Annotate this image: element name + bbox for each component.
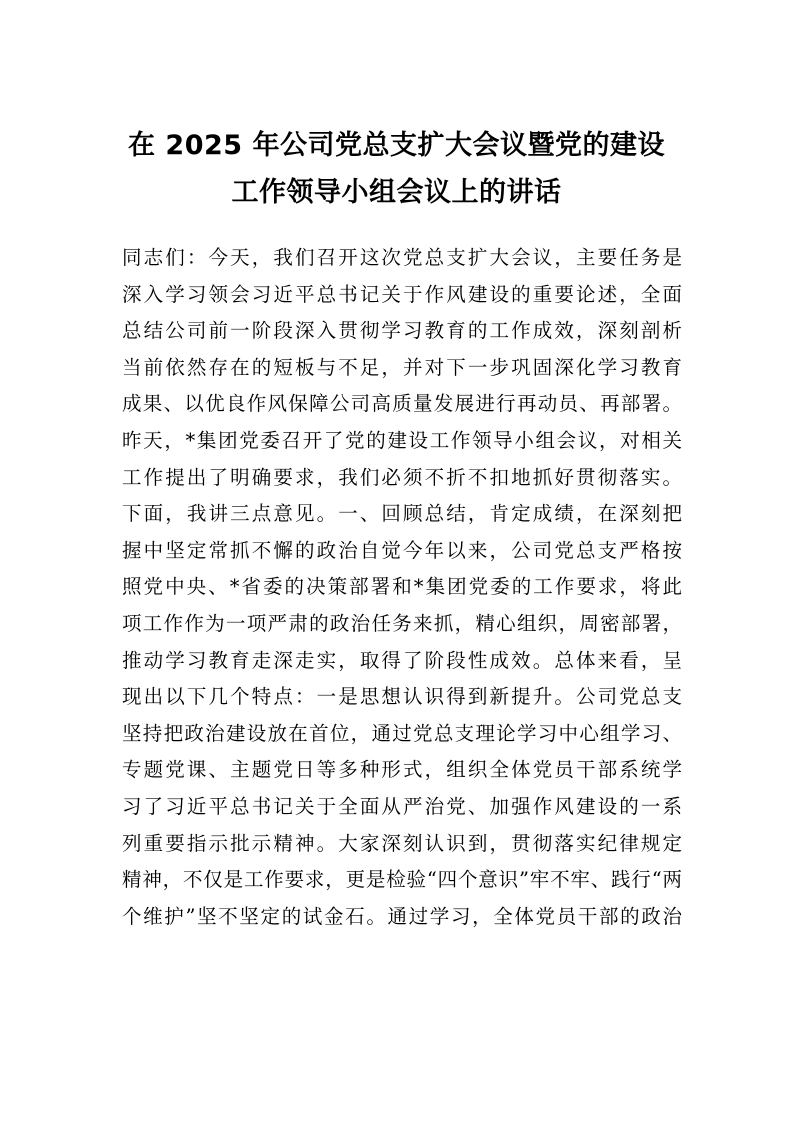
body-line: 当前依然存在的短板与不足，并对下一步巩固深化学习教育 — [122, 355, 682, 379]
document-body — [122, 240, 682, 935]
body-line: 习了习近平总书记关于全面从严治党、加强作风建设的一系 — [122, 794, 682, 818]
body-line: 个维护”坚不坚定的试金石。通过学习，全体党员干部的政治 — [122, 904, 682, 928]
body-line: 昨天，*集团党委召开了党的建设工作领导小组会议，对相关 — [122, 428, 682, 452]
body-line: 推动学习教育走深走实，取得了阶段性成效。总体来看，呈 — [122, 648, 682, 672]
document-title-line-2: 工作领导小组会议上的讲话 — [231, 177, 562, 208]
body-line: 深入学习领会习近平总书记关于作风建设的重要论述，全面 — [122, 282, 682, 306]
body-line: 工作提出了明确要求，我们必须不折不扣地抓好贯彻落实。 — [122, 465, 682, 489]
body-line: 现出以下几个特点：一是思想认识得到新提升。公司党总支 — [122, 685, 682, 709]
body-line: 照党中央、*省委的决策部署和*集团党委的工作要求，将此 — [122, 575, 682, 599]
body-line: 成果、以优良作风保障公司高质量发展进行再动员、再部署。 — [122, 392, 682, 416]
body-line: 项工作作为一项严肃的政治任务来抓，精心组织，周密部署， — [122, 611, 682, 635]
body-line: 同志们：今天，我们召开这次党总支扩大会议，主要任务是 — [122, 246, 682, 269]
body-line: 握中坚定常抓不懈的政治自觉今年以来，公司党总支严格按 — [122, 538, 682, 562]
body-line: 坚持把政治建设放在首位，通过党总支理论学习中心组学习、 — [122, 721, 682, 745]
body-line: 下面，我讲三点意见。一、回顾总结，肯定成绩，在深刻把 — [122, 502, 682, 526]
body-line: 精神，不仅是工作要求，更是检验“四个意识”牢不牢、践行“两 — [122, 868, 682, 892]
document-title-line-1: 在 2025 年公司党总支扩大会议暨党的建设 — [128, 130, 665, 161]
body-line: 专题党课、主题党日等多种形式，组织全体党员干部系统学 — [122, 758, 682, 782]
body-line: 总结公司前一阶段深入贯彻学习教育的工作成效，深刻剖析 — [122, 319, 682, 343]
body-line: 列重要指示批示精神。大家深刻认识到，贯彻落实纪律规定 — [122, 831, 682, 855]
